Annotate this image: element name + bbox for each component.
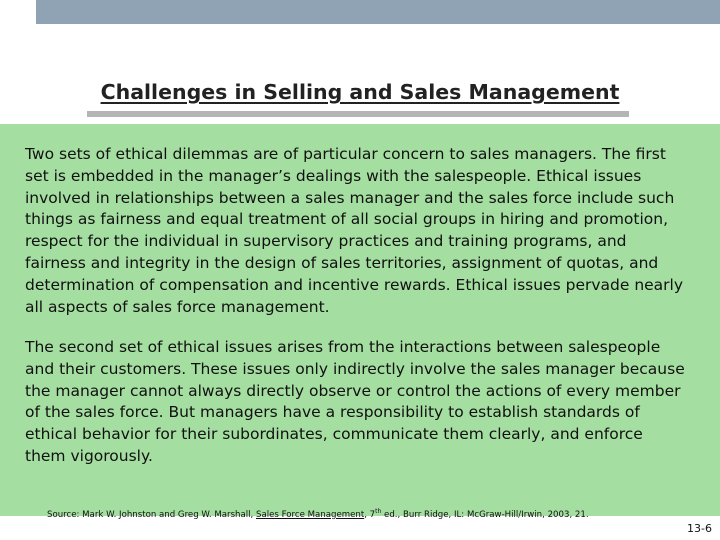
source-citation	[47, 508, 687, 520]
header-bar	[36, 0, 720, 24]
slide-title: Challenges in Selling and Sales Management	[97, 80, 624, 104]
paragraph-1: Two sets of ethical dilemmas are of particular concern to sales managers. The first set is embedded in the manager’s dealings with the salespeople. Ethical issues involved in relationships between a sales manager and the sales force include such things as fairness and equal treatment of all social groups in hiring and promotion, respect for the individual in supervisory practices and training programs, and fairness and integrity in the design of sales territories, assignment of quotas, and determination of compensation and incentive rewards. Ethical issues pervade nearly all aspects of sales force management.	[25, 145, 684, 316]
title-container	[0, 80, 720, 104]
paragraph-2: The second set of ethical issues arises from the interactions between salespeople and their customers. These issues only indirectly involve the sales manager because the manager cannot always directly observe or control the actions of every member of the sales force. But managers have a responsibility to establish standards of ethical behavior for their subordinates, communicate them clearly, and enforce them vigorously.	[25, 338, 685, 465]
source-book-title: Sales Force Management	[256, 509, 365, 520]
source-edition-sup: th	[375, 508, 382, 515]
source-prefix: Source: Mark W. Johnston and Greg W. Marshall,	[47, 509, 257, 520]
page-number: 13-6	[687, 522, 712, 535]
title-shadow	[87, 111, 629, 117]
source-suffix: ed., Burr Ridge, IL: McGraw-Hill/Irwin, 2003, 21.	[381, 509, 589, 520]
source-edition: , 7	[364, 509, 376, 520]
